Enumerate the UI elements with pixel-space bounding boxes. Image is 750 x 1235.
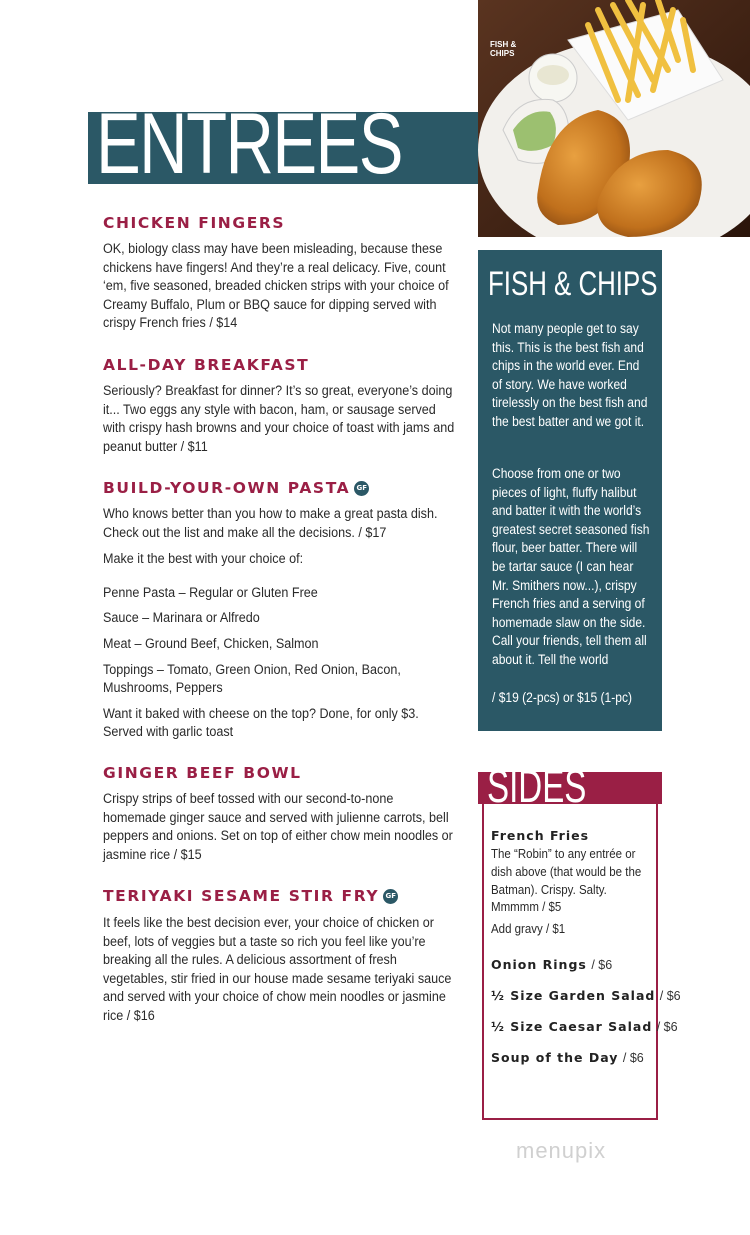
- sides-title: SIDES: [487, 760, 587, 812]
- side-item: [491, 987, 681, 1005]
- side-name: ½ Size Garden Salad: [491, 988, 656, 1003]
- entree-title: ALL-DAY BREAKFAST: [103, 356, 310, 374]
- fish-and-chips-price: / $19 (2-pcs) or $15 (1-pc): [492, 690, 632, 705]
- photo-caption: FISH & CHIPS: [490, 40, 517, 58]
- pasta-option: Want it baked with cheese on the top? Done, for only $3. Served with garlic toast: [103, 705, 419, 740]
- gluten-free-badge: GF: [354, 481, 369, 496]
- side-item: [491, 956, 612, 974]
- side-price: / $6: [591, 958, 613, 972]
- entree-all-day-breakfast: [103, 356, 458, 456]
- fish-and-chips-box: [478, 250, 662, 731]
- side-french-fries-addon: Add gravy / $1: [491, 922, 566, 936]
- entree-description: Crispy strips of beef tossed with our second-to-none homemade ginger sauce and served with julienne carrots, bell peppers and onions. Set on top of either chow mein noodles or jasmine rice / $15: [103, 791, 453, 862]
- side-name: French Fries: [491, 828, 590, 843]
- pasta-option: Penne Pasta – Regular or Gluten Free: [103, 584, 318, 600]
- entree-title: TERIYAKI SESAME STIR FRY: [103, 887, 380, 905]
- side-french-fries: [491, 827, 589, 845]
- entree-title: GINGER BEEF BOWL: [103, 764, 302, 782]
- entree-chicken-fingers: [103, 214, 458, 333]
- watermark: menupix: [516, 1138, 607, 1163]
- side-french-fries-description: The “Robin” to any entrée or dish above (that would be the Batman). Crispy. Salty. Mmmmm / $5: [491, 847, 642, 915]
- side-name: ½ Size Caesar Salad: [491, 1019, 653, 1034]
- gluten-free-badge: GF: [383, 889, 398, 904]
- side-item: [491, 1018, 678, 1036]
- entree-title-row: [103, 479, 458, 497]
- entree-description: OK, biology class may have been misleading, because these chickens have fingers! And they’re a real delicacy. Five, count ‘em, five seasoned, breaded chicken strips with your choice of Creamy Buffalo, Plum or BBQ sauce for dipping served with crispy French fries / $14: [103, 241, 449, 331]
- side-item: [491, 1049, 644, 1067]
- fish-and-chips-paragraph-2: Choose from one or two pieces of light, fluffy halibut and batter it with the world’s greatest secret seasoned fish flour, beer batter. There will be tartar sauce (I can hear Mr. Smithers now...), crispy French fries and a serving of homemade slaw on the side. Call your friends, tell them all about it. Tell the world: [492, 466, 650, 667]
- entree-title: CHICKEN FINGERS: [103, 214, 286, 232]
- pasta-option: Meat – Ground Beef, Chicken, Salmon: [103, 635, 319, 651]
- entree-title-row: [103, 887, 458, 905]
- entrees-title: ENTREES: [96, 96, 402, 192]
- pasta-option: Sauce – Marinara or Alfredo: [103, 610, 260, 626]
- pasta-option: Toppings – Tomato, Green Onion, Red Onion, Bacon, Mushrooms, Peppers: [103, 661, 401, 696]
- entree-description: Seriously? Breakfast for dinner? It’s so great, everyone’s doing it... Two eggs any style with bacon, ham, or sausage served with crispy hash browns and your choice of toast with jams and peanut butter / $11: [103, 383, 455, 454]
- entree-title: BUILD-YOUR-OWN PASTA: [103, 479, 351, 497]
- side-price: / $6: [622, 1051, 644, 1065]
- side-name: Onion Rings: [491, 957, 587, 972]
- entree-description: Who knows better than you how to make a great pasta dish. Check out the list and make all the decisions. / $17: [103, 506, 438, 540]
- entree-description: It feels like the best decision ever, your choice of chicken or beef, lots of veggies but a taste so rich you feel like you’re breaking all the rules. A delicious assortment of fresh vegetables, stir fried in our house made sesame teriyaki sauce and served with your choice of chow mein noodles or jasmine rice / $16: [103, 915, 452, 1023]
- fish-and-chips-paragraph-1: Not many people get to say this. This is the best fish and chips in the world ever. End of story. We have worked tirelessly on the best fish and the best batter and we got it.: [492, 321, 648, 429]
- entree-build-your-own-pasta: [103, 479, 458, 742]
- side-price: / $6: [656, 1020, 678, 1034]
- entree-teriyaki-sesame-stir-fry: [103, 887, 458, 1026]
- fish-and-chips-title: FISH & CHIPS: [488, 265, 658, 303]
- fish-and-chips-illustration: [478, 0, 750, 237]
- side-price: / $6: [659, 989, 681, 1003]
- entree-ginger-beef-bowl: [103, 764, 458, 864]
- choice-intro: Make it the best with your choice of:: [103, 551, 304, 567]
- side-name: Soup of the Day: [491, 1050, 619, 1065]
- fish-and-chips-photo: [478, 0, 750, 237]
- sides-box: [482, 772, 658, 1120]
